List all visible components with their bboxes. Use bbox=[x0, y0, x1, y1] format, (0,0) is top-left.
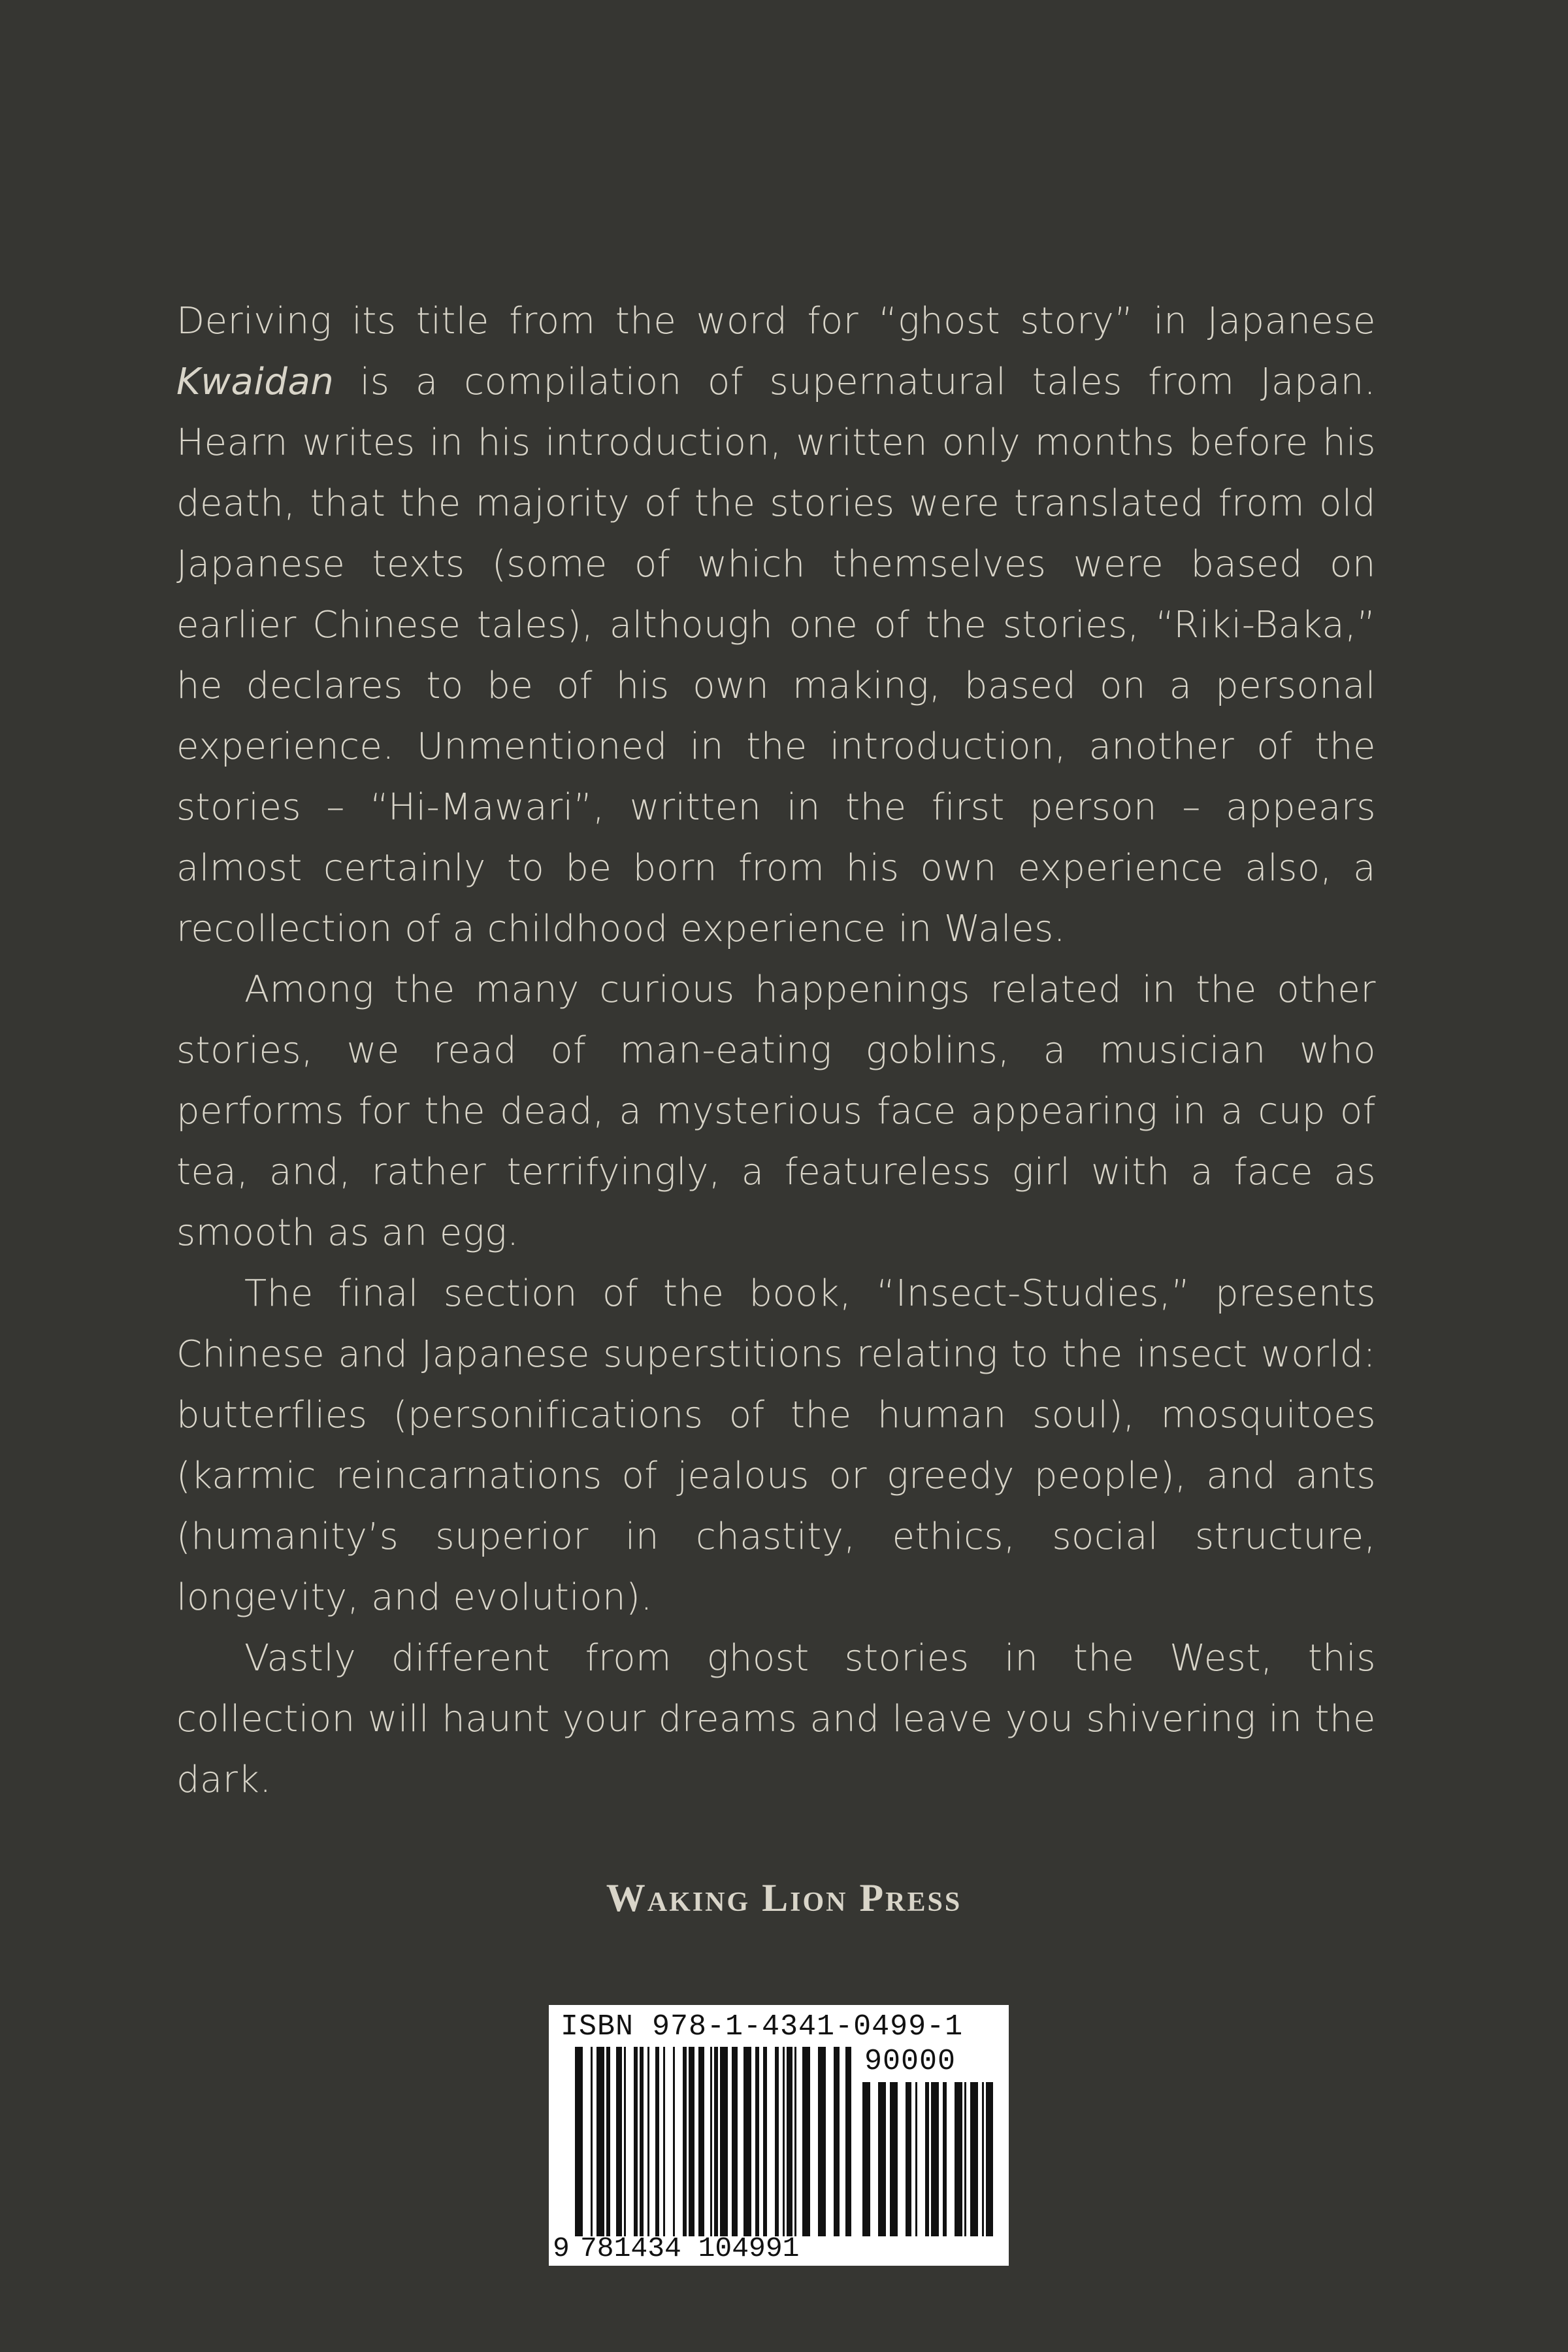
barcode-bar bbox=[640, 2047, 644, 2236]
barcode-bar bbox=[755, 2047, 759, 2236]
addon-bars bbox=[862, 2082, 1000, 2236]
barcode-bar bbox=[655, 2047, 659, 2236]
barcode-bar bbox=[834, 2047, 840, 2236]
barcode-bar bbox=[616, 2047, 622, 2236]
barcode-bar bbox=[606, 2047, 610, 2236]
barcode-bar bbox=[818, 2047, 826, 2236]
barcode-bar bbox=[714, 2047, 718, 2236]
price-code: 90000 bbox=[864, 2045, 956, 2078]
barcode-bar bbox=[802, 2047, 810, 2236]
blurb-paragraph-1 bbox=[176, 291, 1376, 959]
isbn-label: ISBN 978-1-4341-0499-1 bbox=[561, 2010, 964, 2044]
barcode-bar bbox=[986, 2082, 993, 2236]
barcode-digits bbox=[553, 2232, 799, 2264]
barcode-bar bbox=[720, 2047, 728, 2236]
barcode-bar bbox=[915, 2082, 917, 2236]
barcode-bar bbox=[634, 2047, 638, 2236]
barcode-bar bbox=[982, 2082, 984, 2236]
barcode-bar bbox=[763, 2047, 767, 2236]
barcode-bar bbox=[698, 2047, 704, 2236]
barcode-bar bbox=[890, 2082, 898, 2236]
blurb-p1-rest: is a compilation of supernatural tales from Japan. Hearn writes in his introduction, written only months before his death, that the majority of the stories were translated from old Japanese texts (some of which themselves were based on earlier Chinese tales), although one of the stories, “Riki-Baka,” he declares to be of his own making, based on a personal experience. Unmentioned in the introduction, another of the stories – “Hi-Mawari”, written in the first person – appears almost certainly to be born from his own experience also, a recollection of a childhood experience in Wales. bbox=[176, 361, 1376, 950]
barcode-bar bbox=[787, 2047, 792, 2236]
barcode-bar bbox=[878, 2082, 886, 2236]
barcode-bar bbox=[862, 2082, 870, 2236]
barcode-bar bbox=[732, 2047, 738, 2236]
blurb-paragraph-2: Among the many curious happenings related in the other stories, we read of man-eating goblins, a musician who performs for the dead, a mysterious face appearing in a cup of tea, and, rather terrifyingly, a featureless girl with a face as smooth as an egg. bbox=[176, 969, 1376, 1254]
barcode-bar bbox=[931, 2082, 939, 2236]
barcode-bar bbox=[783, 2047, 785, 2236]
barcode-bar bbox=[775, 2047, 779, 2236]
barcode-bar bbox=[596, 2047, 604, 2236]
barcode-bar bbox=[943, 2082, 947, 2236]
barcode-lead-digit: 9 bbox=[553, 2232, 570, 2264]
barcode-bar bbox=[743, 2047, 751, 2236]
book-title-italic: Kwaidan bbox=[176, 361, 335, 403]
back-cover-blurb bbox=[176, 291, 1376, 1810]
barcode-bar bbox=[955, 2082, 962, 2236]
isbn-barcode bbox=[549, 2005, 1009, 2266]
barcode-bar bbox=[591, 2047, 593, 2236]
barcode-bar bbox=[663, 2047, 665, 2236]
barcode-bar bbox=[647, 2047, 649, 2236]
ean13-bars bbox=[575, 2047, 862, 2236]
publisher-name: Waking Lion Press bbox=[606, 1876, 962, 1919]
barcode-bar bbox=[673, 2047, 675, 2236]
barcode-bar bbox=[906, 2082, 911, 2236]
barcode-bar bbox=[925, 2082, 929, 2236]
barcode-bar bbox=[964, 2082, 966, 2236]
barcode-bar bbox=[575, 2047, 583, 2236]
blurb-paragraph-3: The final section of the book, “Insect-Studies,” presents Chinese and Japanese superstitions relating to the insect world: butterflies (personifications of the human soul), mosquitoes (karmic reincarnations of jealous or greedy people), and ants (humanity’s superior in chastity, ethics, social structure, longevity, and evolution). bbox=[176, 1272, 1376, 1619]
barcode-number: 781434 104991 bbox=[580, 2232, 800, 2264]
barcode-bar bbox=[624, 2047, 626, 2236]
barcode-bar bbox=[970, 2082, 978, 2236]
blurb-p1-start: Deriving its title from the word for “ghost story” in Japanese bbox=[176, 300, 1376, 342]
barcode-bar bbox=[683, 2047, 687, 2236]
blurb-paragraph-4: Vastly different from ghost stories in the West, this collection will haunt your dreams and leave you shivering in the dark. bbox=[176, 1637, 1376, 1801]
barcode-bar bbox=[710, 2047, 712, 2236]
barcode-bar bbox=[794, 2047, 796, 2236]
barcode-bar bbox=[845, 2047, 851, 2236]
barcode-bar bbox=[689, 2047, 694, 2236]
